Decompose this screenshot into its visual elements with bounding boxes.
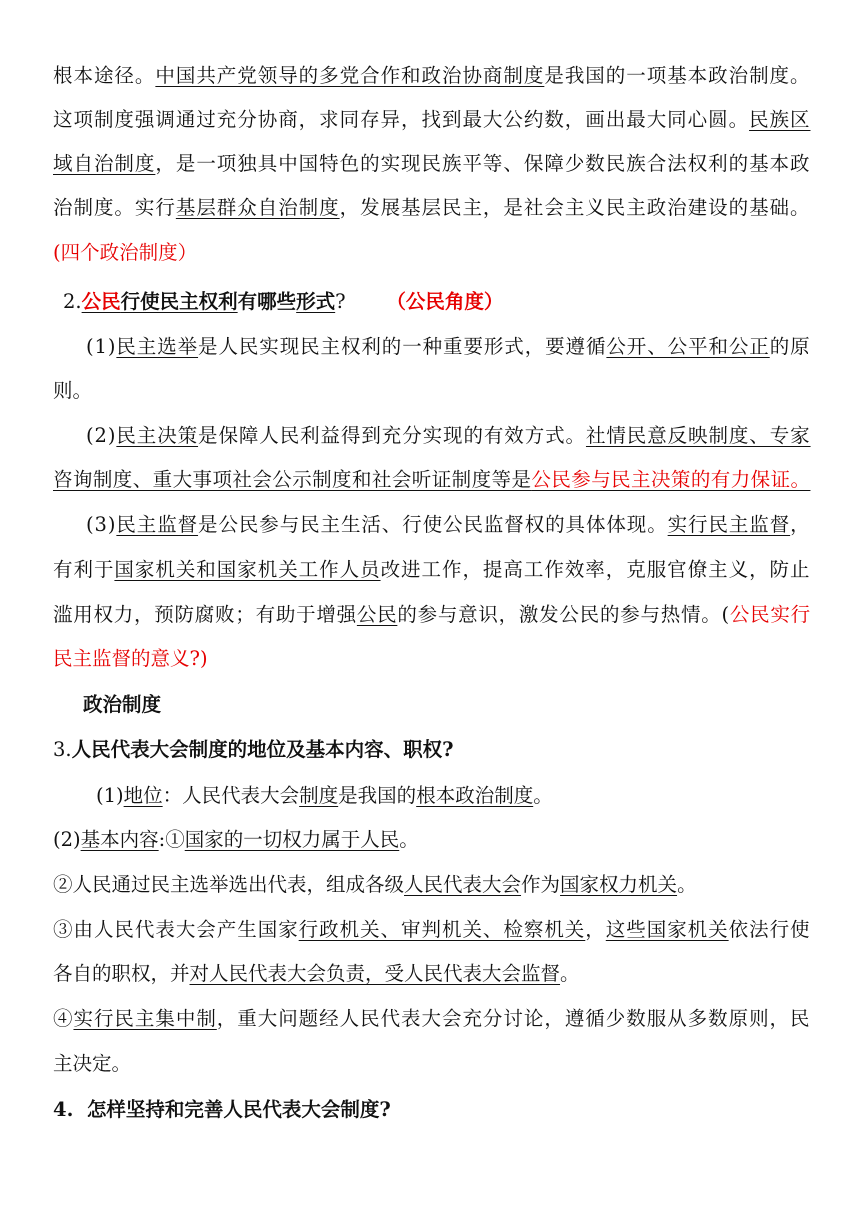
text-segment: 。 bbox=[399, 828, 419, 851]
text-segment: ，发展基层民主，是社会主义民主政治建设的基础。 bbox=[339, 196, 811, 219]
text-line bbox=[86, 333, 811, 361]
text-segment: 4. 怎样坚持和完善人民代表大会制度? bbox=[53, 1098, 391, 1121]
text-segment: 民主决策 bbox=[116, 424, 199, 447]
text-segment: ④ bbox=[53, 1007, 74, 1030]
text-segment: 作为 bbox=[521, 873, 561, 896]
text-line bbox=[53, 150, 811, 178]
text-line bbox=[96, 782, 553, 810]
text-segment: 根本途径。 bbox=[53, 64, 156, 87]
text-segment: 形式 bbox=[296, 290, 336, 313]
text-segment: 人民代表大会 bbox=[404, 873, 522, 896]
text-segment: (1) bbox=[86, 335, 117, 358]
text-segment: ：人民代表大会 bbox=[162, 784, 300, 807]
text-segment: 社情民意反映制度、专家 bbox=[585, 424, 811, 447]
text-segment: 公民 bbox=[81, 290, 121, 313]
text-segment: ②人民通过民主选举选出代表，组成各级 bbox=[53, 873, 405, 896]
text-line bbox=[86, 422, 811, 450]
text-segment: 人民代表大会制度的地位及基本内容、职权? bbox=[71, 738, 454, 761]
text-segment: ， bbox=[585, 918, 606, 941]
text-line bbox=[83, 691, 161, 719]
text-line bbox=[53, 601, 811, 629]
text-segment: 主决定。 bbox=[53, 1052, 132, 1075]
text-segment: 。 bbox=[560, 962, 580, 985]
text-line bbox=[53, 1005, 811, 1033]
text-segment: 是公民参与民主生活、行使公民监督权的具体体现。 bbox=[198, 513, 668, 536]
text-segment: 实行民主集中制 bbox=[73, 1007, 217, 1030]
text-line bbox=[53, 826, 419, 854]
text-segment: ③由人民代表大会产生国家 bbox=[53, 918, 299, 941]
text-segment: 。 bbox=[677, 873, 697, 896]
text-segment: 政治制度 bbox=[83, 693, 162, 716]
text-segment: 这项制度强调通过充分协商，求同存异，找到最大公约数，画出最大同心圆。 bbox=[53, 108, 750, 131]
text-segment: 国家机关和国家机关工作人员 bbox=[114, 558, 381, 581]
text-segment: 中国共产党领导的多党合作和政治协商制度 bbox=[155, 64, 545, 87]
text-line bbox=[53, 960, 580, 988]
text-segment: ，重大问题经人民代表大会充分讨论，遵循少数服从多数原则，民 bbox=[216, 1007, 811, 1030]
text-segment: 咨询制度、重大事项社会公示制度和社会听证制度等是 bbox=[53, 468, 532, 491]
text-segment: 是人民实现民主权利的一种重要形式，要遵循 bbox=[198, 335, 607, 358]
text-segment: 民主监督 bbox=[116, 513, 199, 536]
text-segment: 公民实行 bbox=[729, 603, 811, 626]
text-segment: 公民参与民主决策的有力保证。 bbox=[531, 468, 811, 491]
text-segment: 制度 bbox=[299, 784, 339, 807]
text-line bbox=[53, 1050, 131, 1078]
text-segment: 滥用权力，预防腐败；有助于增强 bbox=[53, 603, 357, 626]
text-segment: 民主监督的意义?) bbox=[53, 647, 208, 670]
text-segment: 国家权力机关 bbox=[560, 873, 678, 896]
text-segment: 是保障人民利益得到充分实现的有效方式。 bbox=[198, 424, 586, 447]
text-segment: 的原 bbox=[769, 335, 811, 358]
text-segment: 基本内容 bbox=[80, 828, 159, 851]
text-segment: 国家的一切权力属于人民 bbox=[184, 828, 400, 851]
text-line bbox=[53, 645, 208, 673]
text-segment: 地位 bbox=[123, 784, 163, 807]
text-line bbox=[53, 466, 810, 494]
text-segment: 则。 bbox=[53, 379, 93, 402]
text-segment: 根本政治制度 bbox=[416, 784, 534, 807]
text-segment: 是我国的 bbox=[338, 784, 417, 807]
text-segment: 有利于 bbox=[53, 558, 115, 581]
text-line bbox=[53, 239, 197, 267]
text-segment: 对人民代表大会负责，受人民代表大会监督 bbox=[189, 962, 561, 985]
text-segment: ， bbox=[790, 513, 811, 536]
text-segment: (2) bbox=[86, 424, 117, 447]
text-line bbox=[63, 288, 503, 316]
text-line bbox=[53, 377, 92, 405]
text-segment: ? bbox=[335, 290, 346, 313]
text-segment: 域自治制度 bbox=[53, 152, 156, 175]
text-segment: 改进工作，提高工作效率，克服官僚主义，防止 bbox=[380, 558, 811, 581]
text-segment: （公民角度） bbox=[345, 290, 504, 313]
text-segment: 3. bbox=[53, 738, 72, 761]
text-line bbox=[53, 106, 810, 134]
text-segment: :① bbox=[158, 828, 185, 851]
text-segment: 。 bbox=[533, 784, 553, 807]
text-segment: 有哪些 bbox=[237, 290, 297, 313]
text-segment: 公民 bbox=[356, 603, 398, 626]
text-segment: 公开、公平和公正 bbox=[606, 335, 770, 358]
text-segment: 的参与意识，激发公民的参与热情。( bbox=[397, 603, 730, 626]
text-segment: 是我国的一项基本政治制度。 bbox=[544, 64, 811, 87]
text-line bbox=[53, 736, 454, 764]
text-segment: 2. bbox=[63, 290, 82, 313]
text-segment: 民族区 bbox=[749, 108, 811, 131]
text-line bbox=[53, 871, 697, 899]
text-line bbox=[53, 916, 811, 944]
text-segment: 依法行使 bbox=[728, 918, 811, 941]
text-segment: 民主选举 bbox=[116, 335, 199, 358]
text-segment: 治制度。实行 bbox=[53, 196, 176, 219]
text-segment: 行使民主权利 bbox=[120, 290, 238, 313]
text-segment: 基层群众自治制度 bbox=[175, 196, 340, 219]
text-segment: 这些国家机关 bbox=[605, 918, 729, 941]
text-line bbox=[53, 556, 810, 584]
text-segment: ，是一项独具中国特色的实现民族平等、保障少数民族合法权利的基本政 bbox=[155, 152, 811, 175]
text-line bbox=[86, 511, 811, 539]
text-segment: (四个政治制度） bbox=[53, 241, 198, 264]
text-segment: 实行民主监督 bbox=[667, 513, 791, 536]
text-line bbox=[53, 1096, 391, 1124]
text-line bbox=[53, 194, 811, 222]
text-segment: (2) bbox=[53, 828, 81, 851]
text-line bbox=[53, 62, 811, 90]
text-segment: (1) bbox=[96, 784, 124, 807]
text-segment: 行政机关、审判机关、检察机关 bbox=[298, 918, 586, 941]
text-segment: 各自的职权，并 bbox=[53, 962, 190, 985]
text-segment: (3) bbox=[86, 513, 117, 536]
